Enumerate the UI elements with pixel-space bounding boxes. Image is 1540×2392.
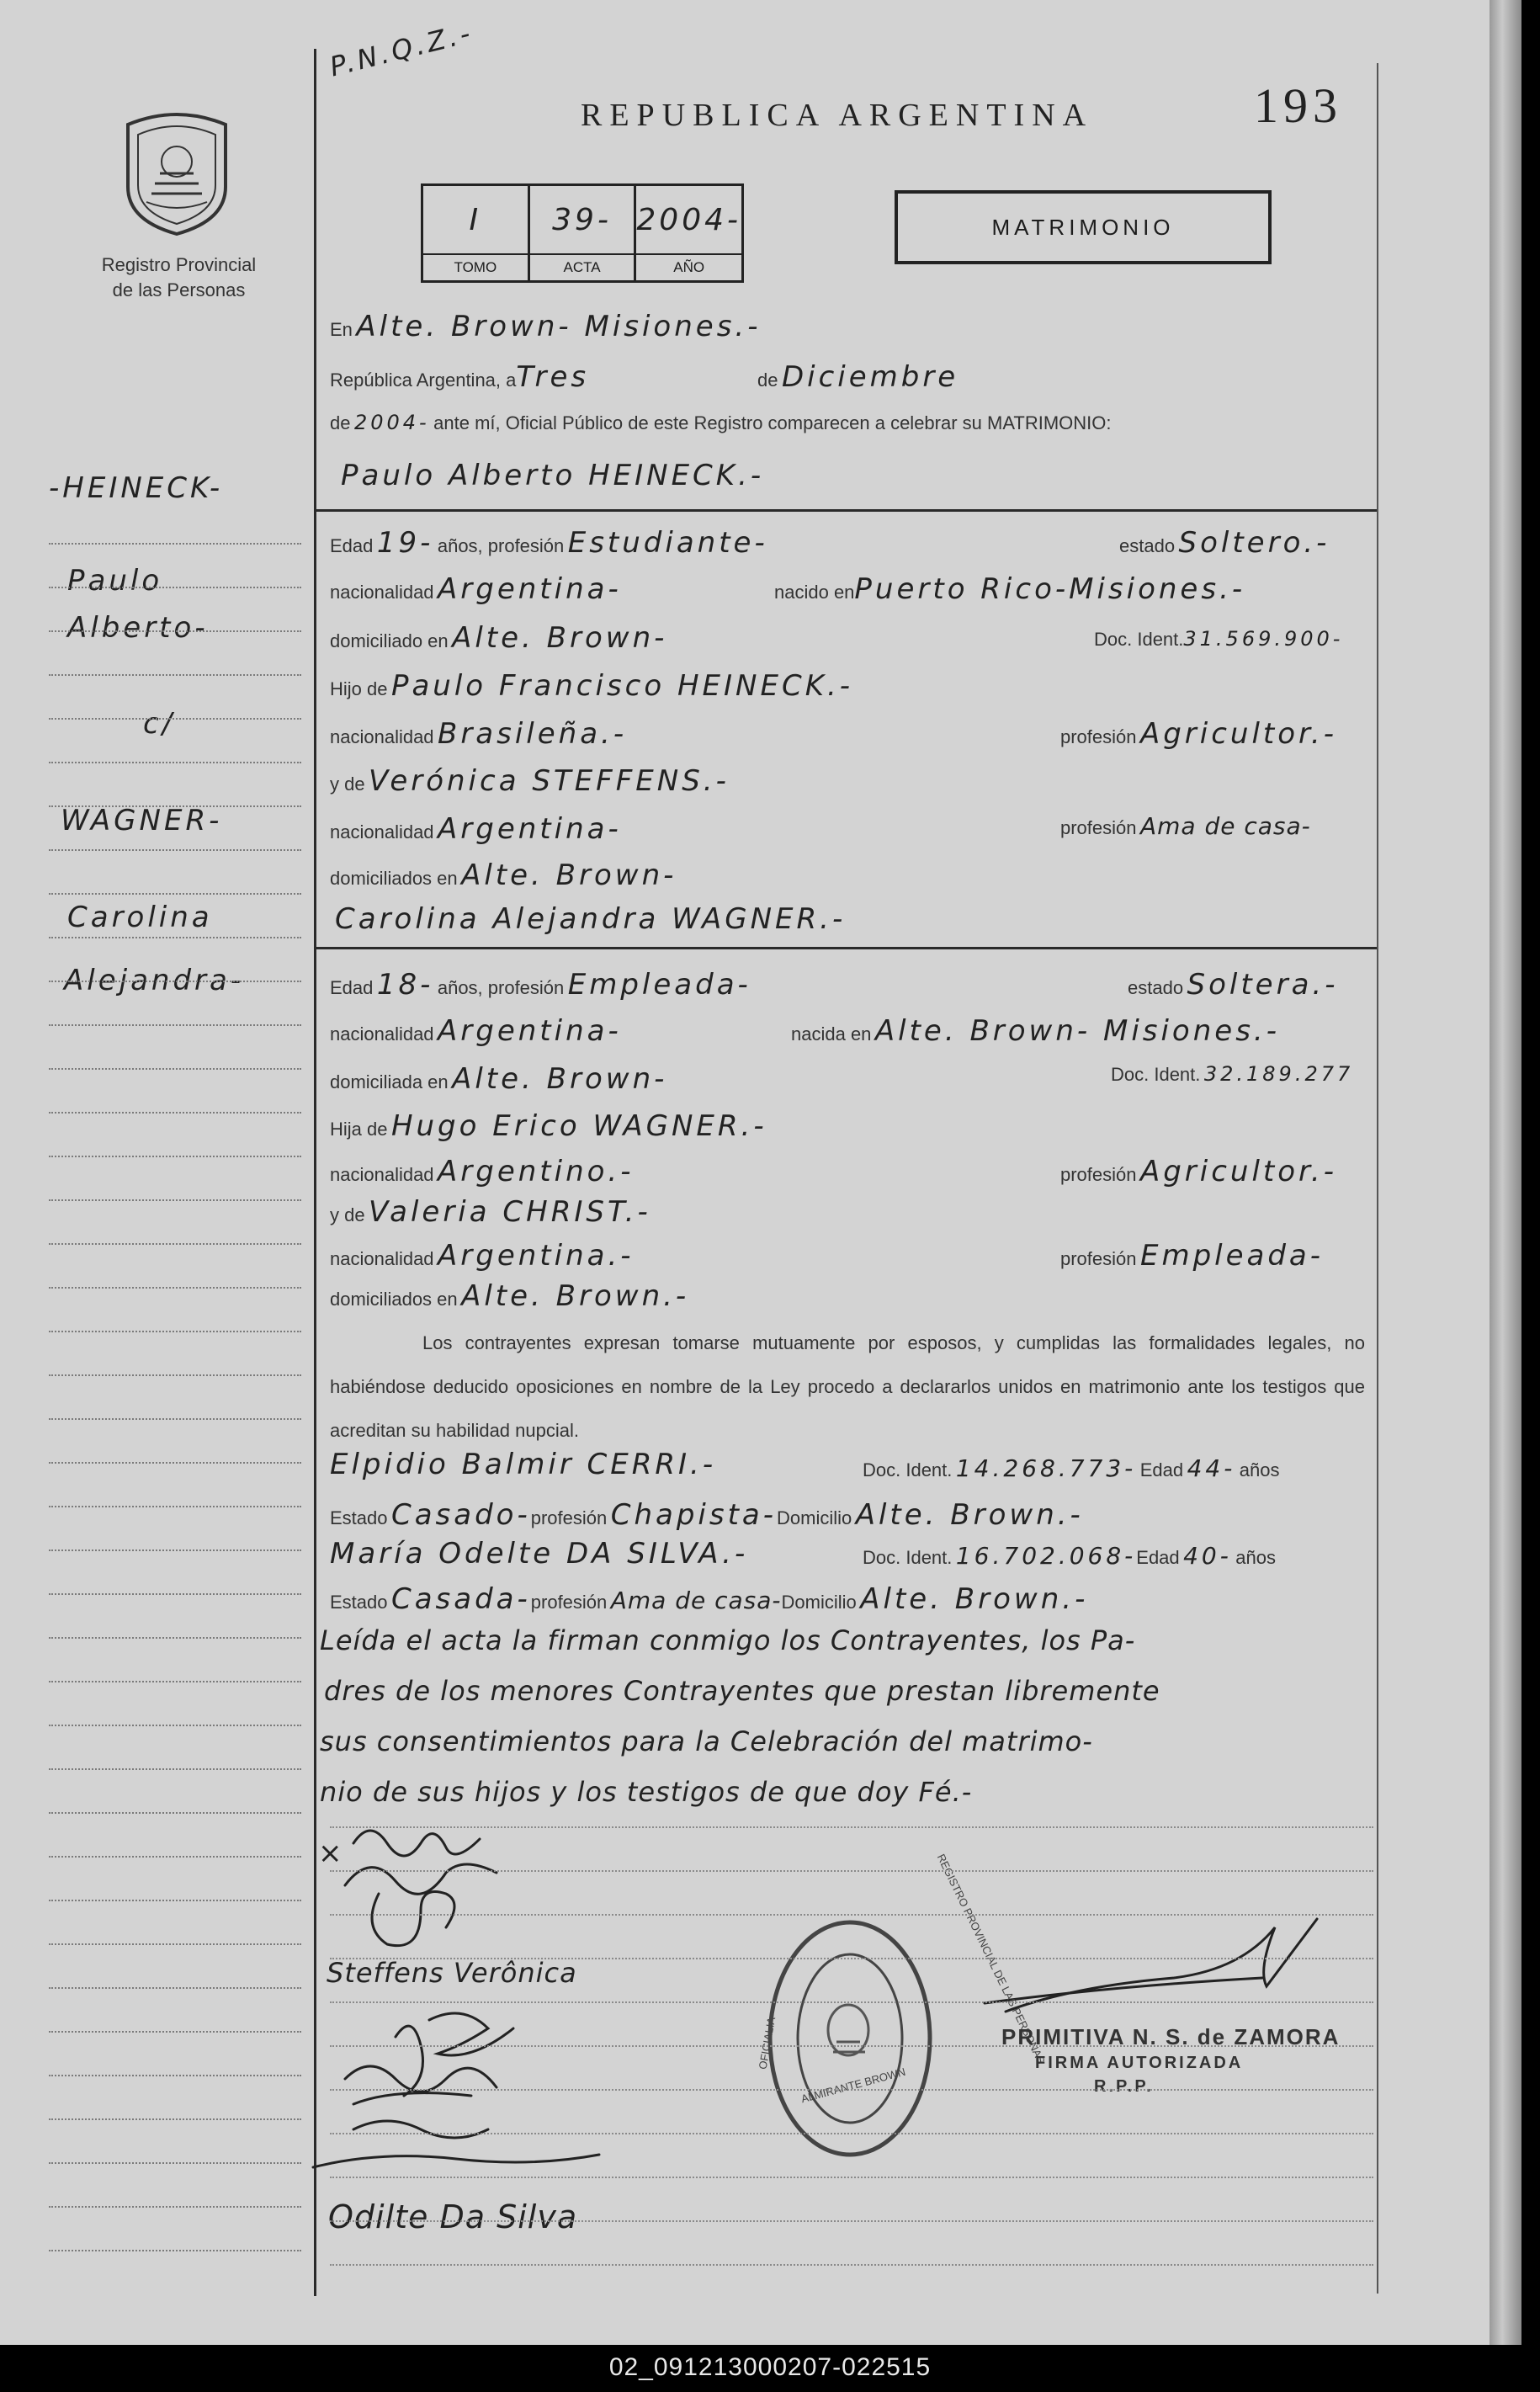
margin-rule bbox=[49, 1024, 301, 1026]
margin-rule bbox=[49, 2250, 301, 2251]
groom-nacido-label: nacido en bbox=[774, 582, 855, 603]
witness2-estado-label: Estado bbox=[330, 1592, 388, 1613]
witness2-anos-label: años bbox=[1235, 1547, 1277, 1568]
margin-rule bbox=[49, 1506, 301, 1507]
closing-line-2: dres de los menores Contrayentes que prestan libremente bbox=[324, 1675, 1160, 1707]
groom-parents-dom-label: domiciliados en bbox=[330, 868, 458, 889]
groom-age: 19- bbox=[376, 526, 434, 560]
bride-father-name: Hugo Erico WAGNER.- bbox=[390, 1109, 767, 1143]
book-edge bbox=[1490, 0, 1521, 2345]
witness2-edad-label: Edad bbox=[1136, 1547, 1180, 1568]
groom-parents-residence: Alte. Brown- bbox=[461, 858, 677, 892]
witness1-doc-label: Doc. Ident. bbox=[863, 1459, 953, 1480]
witness1-estado-label: Estado bbox=[330, 1507, 388, 1528]
groom-birthplace: Puerto Rico-Misiones.- bbox=[854, 572, 1246, 606]
registry-name-line1: Registro Provincial bbox=[101, 254, 257, 275]
bride-mother-nationality: Argentina.- bbox=[438, 1239, 635, 1273]
margin-rule bbox=[49, 1156, 301, 1157]
margin-bride-name1: Carolina bbox=[67, 901, 213, 934]
signature-mark: × bbox=[318, 1837, 346, 1870]
acta-label: ACTA bbox=[530, 253, 635, 280]
margin-rule bbox=[49, 1681, 301, 1682]
margin-rule bbox=[49, 630, 301, 632]
bride-domicilio-label: domiciliada en bbox=[330, 1071, 449, 1092]
groom-mother-profession: Ama de casa- bbox=[1139, 812, 1311, 840]
groom-mother-prof-label: profesión bbox=[1060, 817, 1137, 838]
bride-edad-label: Edad bbox=[330, 977, 374, 998]
section-rule bbox=[316, 947, 1377, 949]
witness1-dom-label: Domicilio bbox=[777, 1507, 852, 1528]
margin-rule bbox=[49, 937, 301, 938]
margin-conjunction: c/ bbox=[143, 707, 176, 741]
witness2-age: 40- bbox=[1183, 1542, 1232, 1570]
margin-rule bbox=[49, 1637, 301, 1639]
groom-father-nat-label: nacionalidad bbox=[330, 726, 434, 747]
witness1-profession: Chapista- bbox=[610, 1498, 778, 1532]
groom-father-name: Paulo Francisco HEINECK.- bbox=[390, 669, 854, 703]
margin-rule bbox=[49, 981, 301, 982]
bride-nacionalidad-label: nacionalidad bbox=[330, 1023, 434, 1045]
bride-residence: Alte. Brown- bbox=[452, 1062, 668, 1096]
margin-rule bbox=[49, 2162, 301, 2164]
margin-rule bbox=[49, 1243, 301, 1245]
witness1-doc: 14.268.773- bbox=[955, 1454, 1137, 1482]
margin-rule bbox=[49, 1725, 301, 1726]
de2-label: de bbox=[330, 412, 351, 433]
groom-mother-nat-label: nacionalidad bbox=[330, 821, 434, 843]
document-title: REPUBLICA ARGENTINA bbox=[581, 98, 1094, 133]
tomo-cell bbox=[423, 186, 530, 280]
witness1-name: Elpidio Balmir CERRI.- bbox=[330, 1448, 717, 1481]
bride-mother-prof-label: profesión bbox=[1060, 1248, 1137, 1269]
groom-father-label: Hijo de bbox=[330, 678, 388, 699]
groom-mother-name: Verónica STEFFENS.- bbox=[369, 764, 730, 798]
groom-profession: Estudiante- bbox=[567, 526, 768, 560]
margin-rule bbox=[49, 762, 301, 763]
bride-mother-label: y de bbox=[330, 1204, 365, 1225]
groom-nationality: Argentina- bbox=[438, 572, 622, 606]
margin-groom-name2: Alberto- bbox=[67, 611, 209, 645]
groom-edad-label: Edad bbox=[330, 535, 374, 556]
body-rule bbox=[330, 2089, 1373, 2091]
declaration-text: Los contrayentes expresan tomarse mutuamente por esposos, y cumplidas las formalidades legales, no habiéndose deducido oposiciones en nombre de la Ley procedo a declararlos unidos en matrimonio ante los testigos que acreditan su habilidad nupcial. bbox=[330, 1332, 1365, 1441]
groom-estado-label: estado bbox=[1119, 535, 1176, 556]
bride-full-name: Carolina Alejandra WAGNER.- bbox=[335, 902, 847, 936]
margin-rule bbox=[49, 587, 301, 588]
closing-line-4: nio de sus hijos y los testigos de que doy Fé.- bbox=[320, 1776, 973, 1808]
bride-doc-label: Doc. Ident. bbox=[1111, 1064, 1201, 1085]
bride-father-label: Hija de bbox=[330, 1119, 388, 1140]
closing-line-1: Leída el acta la firman conmigo los Contrayentes, los Pa- bbox=[320, 1624, 1136, 1656]
de-label: de bbox=[757, 369, 778, 391]
witness2-name: María Odelte DA SILVA.- bbox=[330, 1537, 749, 1571]
bride-father-nationality: Argentino.- bbox=[438, 1155, 635, 1188]
margin-rule bbox=[49, 849, 301, 851]
en-label: En bbox=[330, 319, 353, 340]
bride-estado-label: estado bbox=[1128, 977, 1184, 998]
margin-rule bbox=[49, 2118, 301, 2120]
margin-rule bbox=[49, 1549, 301, 1551]
stamp-bottom-text: ALMIRANTE BROWN bbox=[799, 2065, 907, 2106]
body-rule bbox=[330, 1958, 1373, 1959]
groom-nacionalidad-label: nacionalidad bbox=[330, 582, 434, 603]
republica-label: República Argentina, a bbox=[330, 369, 517, 391]
bride-age: 18- bbox=[376, 968, 434, 1002]
margin-rule bbox=[49, 1112, 301, 1114]
margin-rule bbox=[49, 1287, 301, 1289]
body-rule bbox=[330, 2001, 1373, 2003]
bride-profesion-label: años, profesión bbox=[437, 977, 565, 998]
bride-mother-profession: Empleada- bbox=[1139, 1239, 1325, 1273]
witness2-doc-label: Doc. Ident. bbox=[863, 1547, 953, 1568]
margin-divider bbox=[314, 49, 316, 2296]
margin-rule bbox=[49, 1462, 301, 1464]
day-value: Tres bbox=[516, 360, 590, 394]
bride-mother-name: Valeria CHRIST.- bbox=[369, 1195, 651, 1229]
ano-value: 2004- bbox=[636, 202, 742, 237]
bride-father-profession: Agricultor.- bbox=[1139, 1155, 1337, 1188]
provincial-seal-icon bbox=[118, 109, 236, 236]
groom-doc-label: Doc. Ident. bbox=[1094, 629, 1184, 650]
groom-doc-number: 31.569.900- bbox=[1183, 627, 1344, 651]
act-type-box: MATRIMONIO bbox=[895, 190, 1272, 264]
body-rule bbox=[330, 2264, 1373, 2266]
groom-father-profession: Agricultor.- bbox=[1139, 717, 1337, 751]
witness1-age: 44- bbox=[1187, 1454, 1236, 1482]
witness2-prof-label: profesión bbox=[530, 1592, 608, 1613]
witness1-anos-label: años bbox=[1239, 1459, 1280, 1480]
page-number: 193 bbox=[1254, 78, 1342, 133]
official-name: PRIMITIVA N. S. de ZAMORA bbox=[1001, 2024, 1341, 2049]
margin-bride-name2: Alejandra- bbox=[64, 964, 245, 997]
official-unit: R.P.P. bbox=[1094, 2077, 1154, 2096]
margin-rule bbox=[49, 1374, 301, 1376]
closing-line-3: sus consentimientos para la Celebración del matrimo- bbox=[320, 1725, 1093, 1757]
margin-rule bbox=[49, 1987, 301, 1989]
bride-mother-nat-label: nacionalidad bbox=[330, 1248, 434, 1269]
groom-marital-status: Soltero.- bbox=[1178, 526, 1330, 560]
ano-cell bbox=[636, 186, 741, 280]
ano-label: AÑO bbox=[636, 253, 741, 280]
witness1-prof-label: profesión bbox=[530, 1507, 608, 1528]
margin-rule bbox=[49, 674, 301, 676]
bride-birthplace: Alte. Brown- Misiones.- bbox=[874, 1014, 1280, 1048]
tomo-label: TOMO bbox=[423, 253, 528, 280]
month-value: Diciembre bbox=[781, 360, 959, 394]
groom-residence: Alte. Brown- bbox=[452, 621, 668, 655]
body-rule bbox=[330, 1870, 1373, 1872]
stamp-ring-text: REGISTRO PROVINCIAL DE LAS PERSONAS bbox=[934, 1852, 1048, 2066]
tomo-value: I bbox=[469, 202, 482, 237]
margin-groom-name1: Paulo bbox=[67, 564, 163, 598]
margin-rule bbox=[49, 1593, 301, 1595]
margin-rule bbox=[49, 2075, 301, 2076]
margin-rule bbox=[49, 1768, 301, 1770]
official-role: FIRMA AUTORIZADA bbox=[1035, 2054, 1244, 2072]
bride-marital-status: Soltera.- bbox=[1187, 968, 1339, 1002]
year-value: 2004- bbox=[353, 411, 430, 434]
mother-signature: Steffens Verônica bbox=[327, 1957, 577, 1989]
witness2-residence: Alte. Brown.- bbox=[860, 1582, 1089, 1616]
registry-name-line2: de las Personas bbox=[112, 279, 246, 300]
bride-father-prof-label: profesión bbox=[1060, 1164, 1137, 1185]
groom-full-name: Paulo Alberto HEINECK.- bbox=[341, 459, 765, 492]
witness-signature: Odilte Da Silva bbox=[328, 2198, 578, 2235]
margin-bride-surname: WAGNER- bbox=[61, 804, 223, 837]
margin-rule bbox=[49, 718, 301, 720]
margin-rule bbox=[49, 1331, 301, 1332]
body-rule bbox=[330, 2220, 1373, 2222]
witness2-profession: Ama de casa- bbox=[610, 1587, 782, 1614]
registry-name bbox=[67, 252, 290, 303]
bride-father-nat-label: nacionalidad bbox=[330, 1164, 434, 1185]
witness1-edad-label: Edad bbox=[1139, 1459, 1184, 1480]
margin-rule bbox=[49, 1068, 301, 1070]
stamp-side-text: OFICIALIA bbox=[756, 2016, 778, 2070]
registry-box bbox=[421, 183, 744, 283]
witness2-dom-label: Domicilio bbox=[781, 1592, 857, 1613]
acta-value: 39- bbox=[552, 202, 612, 237]
groom-mother-label: y de bbox=[330, 773, 365, 795]
groom-mother-nationality: Argentina- bbox=[438, 812, 622, 846]
acta-cell bbox=[530, 186, 637, 280]
body-rule bbox=[330, 1914, 1373, 1916]
margin-rule bbox=[49, 1943, 301, 1945]
statement-text: ante mí, Oficial Público de este Registro comparecen a celebrar su MATRIMONIO: bbox=[433, 412, 1112, 433]
margin-rule bbox=[49, 1900, 301, 1901]
witness1-status: Casado- bbox=[390, 1498, 531, 1532]
section-rule bbox=[316, 509, 1377, 512]
margin-rule bbox=[49, 805, 301, 807]
groom-father-nationality: Brasileña.- bbox=[438, 717, 628, 751]
margin-rule bbox=[49, 1812, 301, 1814]
margin-rule bbox=[49, 2206, 301, 2208]
right-rule bbox=[1377, 63, 1378, 2294]
place-value: Alte. Brown- Misiones.- bbox=[356, 310, 762, 343]
bride-parents-residence: Alte. Brown.- bbox=[461, 1279, 690, 1313]
body-rule bbox=[330, 2045, 1373, 2047]
bride-profession: Empleada- bbox=[567, 968, 751, 1002]
bride-parents-dom-label: domiciliados en bbox=[330, 1289, 458, 1310]
groom-father-prof-label: profesión bbox=[1060, 726, 1137, 747]
margin-rule bbox=[49, 1418, 301, 1420]
witness2-status: Casada- bbox=[390, 1582, 531, 1616]
witness2-doc: 16.702.068- bbox=[955, 1542, 1137, 1570]
footer-code: 02_091213000207-022515 bbox=[608, 2353, 932, 2381]
header-note: P.N.Q.Z.- bbox=[326, 16, 477, 83]
margin-rule bbox=[49, 543, 301, 545]
official-stamp bbox=[766, 1919, 934, 2159]
witness1-residence: Alte. Brown.- bbox=[855, 1498, 1084, 1532]
bride-nacida-label: nacida en bbox=[791, 1023, 872, 1045]
body-rule bbox=[330, 1826, 1373, 1828]
margin-rule bbox=[49, 1199, 301, 1201]
groom-profesion-label: años, profesión bbox=[437, 535, 565, 556]
bride-doc-number: 32.189.277 bbox=[1203, 1062, 1354, 1086]
margin-groom-surname: -HEINECK- bbox=[49, 471, 224, 505]
bride-nationality: Argentina- bbox=[438, 1014, 622, 1048]
margin-rule bbox=[49, 1856, 301, 1858]
body-rule bbox=[330, 2177, 1373, 2178]
margin-rule bbox=[49, 893, 301, 895]
margin-rule bbox=[49, 2031, 301, 2033]
body-rule bbox=[330, 2133, 1373, 2134]
groom-domicilio-label: domiciliado en bbox=[330, 630, 449, 651]
